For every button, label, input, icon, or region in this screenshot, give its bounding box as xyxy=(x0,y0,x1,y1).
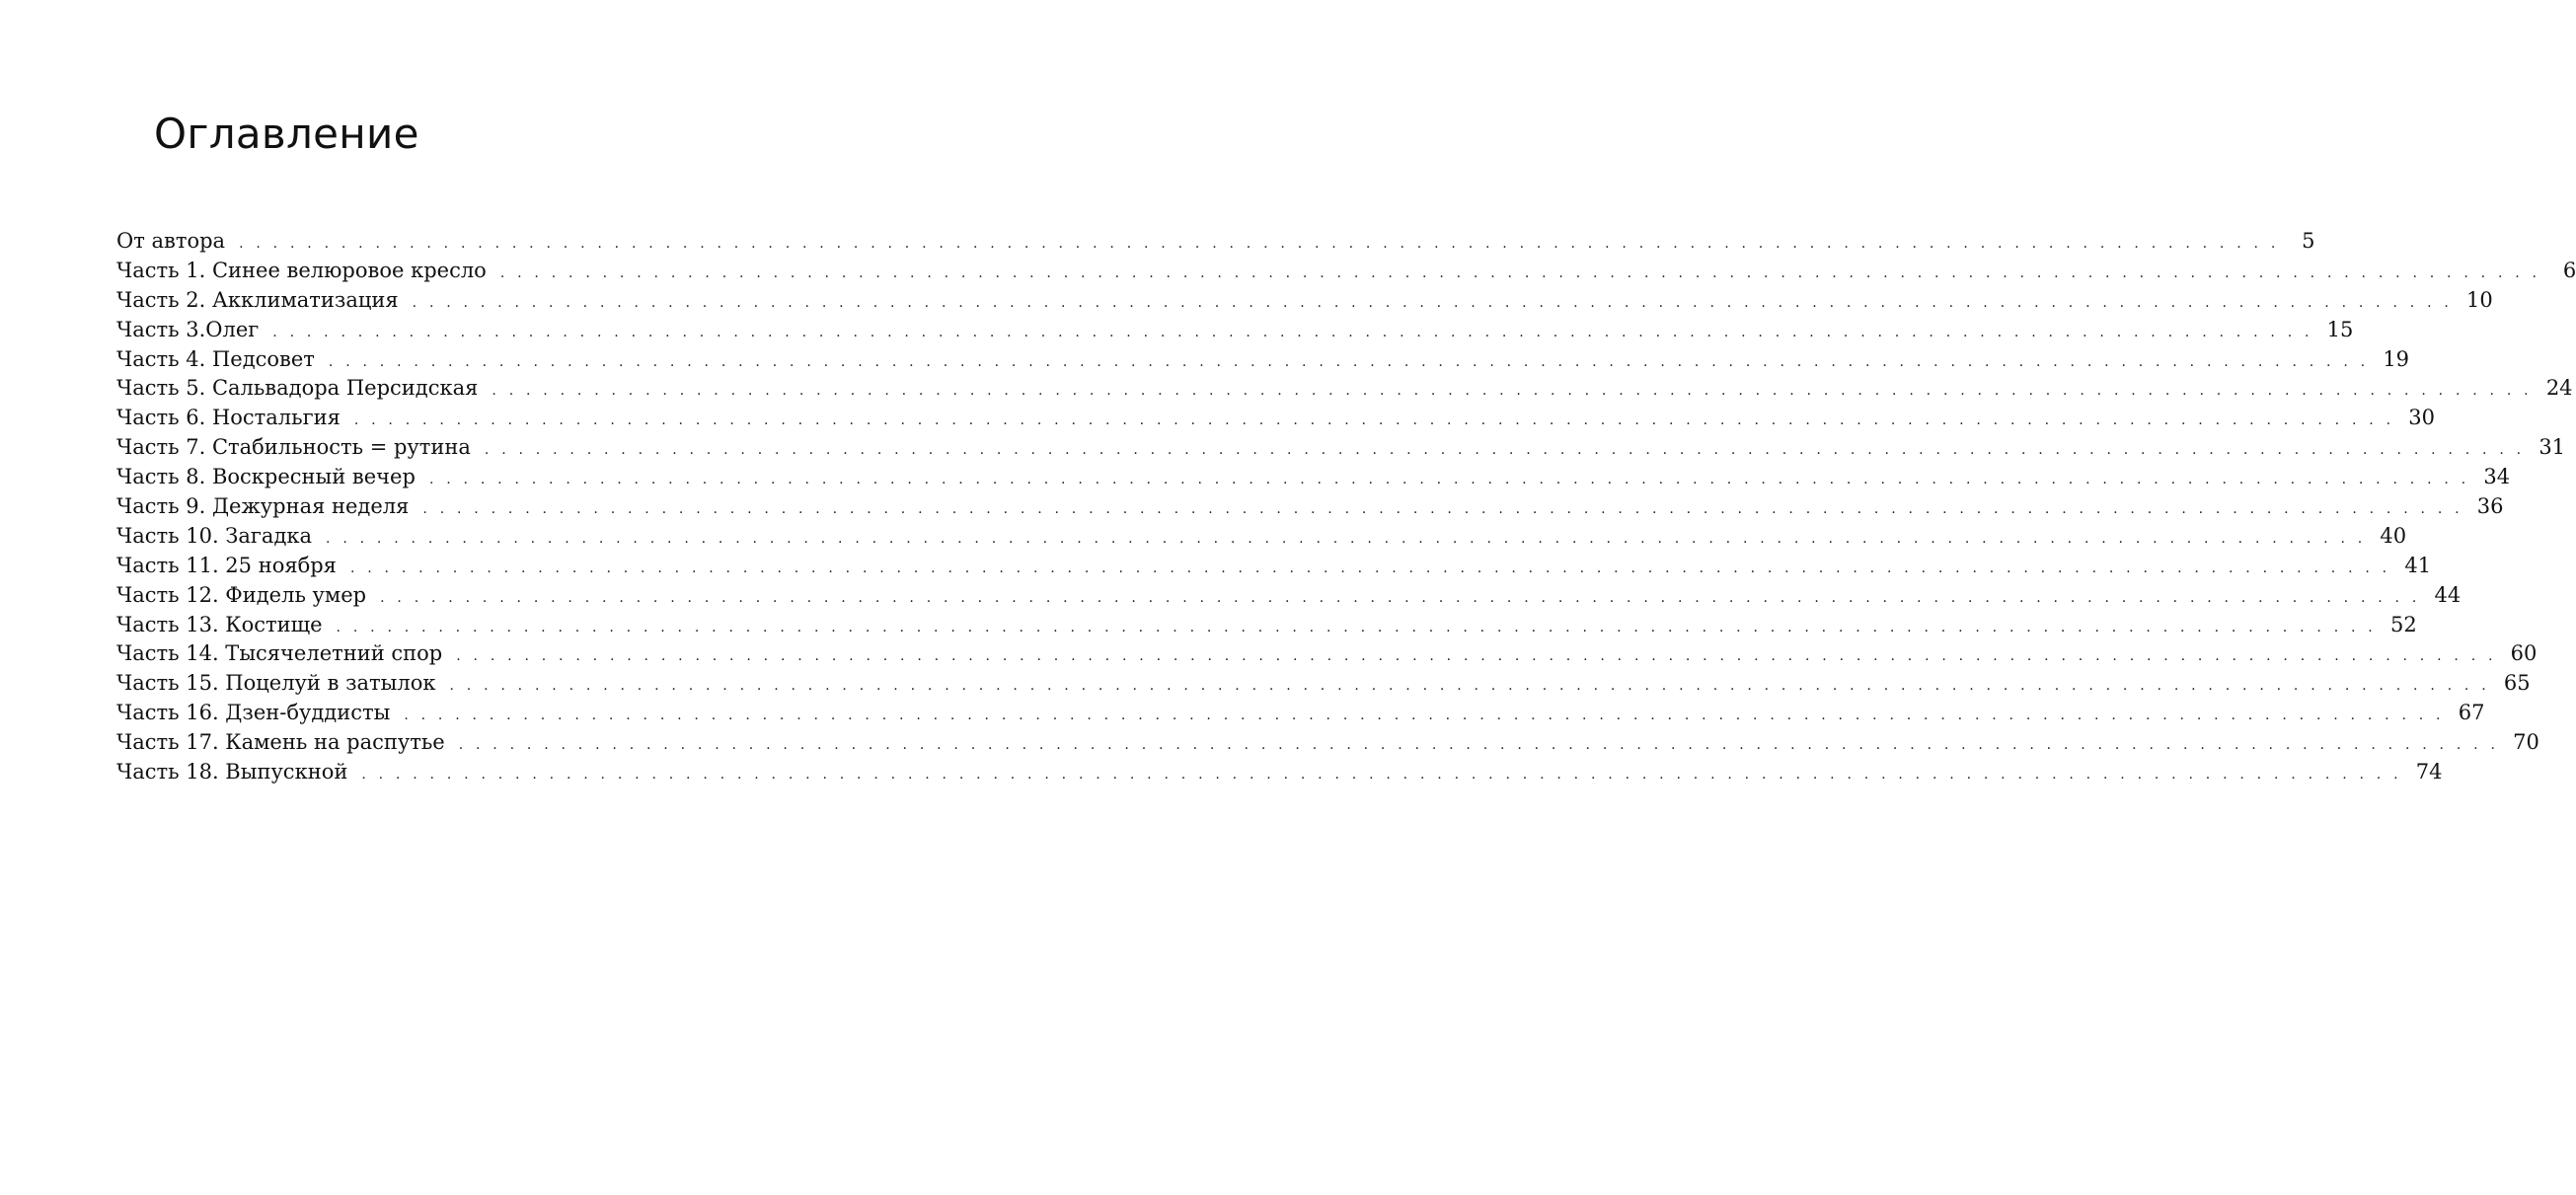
toc-entry-page-number: 41 xyxy=(2404,553,2432,577)
dot-leader: . . . . . . . . . . . . . . . . . . . . . . . . . . . . . . . . . . . . . . . . . . . . . . . . . . . . . . . . . . . . . . . . . . . . . . . . . . . . . . . . . . . . . . . . . . . . . . . . . . . . . . . . . . . . . . . . . . . . . . . . xyxy=(428,472,2470,488)
toc-entry[interactable] xyxy=(116,316,2354,345)
toc-entry[interactable] xyxy=(116,463,2511,492)
dot-leader: . . . . . . . . . . . . . . . . . . . . . . . . . . . . . . . . . . . . . . . . . . . . . . . . . . . . . . . . . . . . . . . . . . . . . . . . . . . . . . . . . . . . . . . . . . . . . . . . . . . . . . . . . . . . . . . . . . . . . . . . xyxy=(499,264,2541,281)
toc-entry-page-number: 24 xyxy=(2545,376,2573,401)
toc-entry[interactable] xyxy=(116,552,2432,581)
toc-entry-page-number: 40 xyxy=(2380,523,2407,548)
table-of-contents xyxy=(116,227,2576,787)
toc-entry-page-number: 36 xyxy=(2476,494,2504,519)
toc-entry[interactable] xyxy=(116,728,2539,758)
dot-leader: . . . . . . . . . . . . . . . . . . . . . . . . . . . . . . . . . . . . . . . . . . . . . . . . . . . . . . . . . . . . . . . . . . . . . . . . . . . . . . . . . . . . . . . . . . . . . . . . . . . . . . . . . . . . . . . . . . . . . . . . xyxy=(272,324,2313,340)
toc-entry-page-number: 34 xyxy=(2483,465,2511,489)
toc-entry-page-number: 74 xyxy=(2415,760,2443,784)
dot-leader: . . . . . . . . . . . . . . . . . . . . . . . . . . . . . . . . . . . . . . . . . . . . . . . . . . . . . . . . . . . . . . . . . . . . . . . . . . . . . . . . . . . . . . . . . . . . . . . . . . . . . . . . . . . . . . . . . . . . . . . . xyxy=(353,412,2395,429)
toc-entry-page-number: 10 xyxy=(2466,287,2493,312)
toc-entry-title: Часть 13. Костище xyxy=(116,612,323,636)
toc-entry-title: Часть 18. Выпускной xyxy=(116,760,348,784)
toc-entry-title: Часть 9. Дежурная неделя xyxy=(116,494,410,519)
toc-entry-page-number: 30 xyxy=(2408,406,2435,430)
toc-entry-title: Часть 7. Стабильность = рутина xyxy=(116,435,471,460)
toc-entry-title: Часть 10. Загадка xyxy=(116,523,313,548)
dot-leader: . . . . . . . . . . . . . . . . . . . . . . . . . . . . . . . . . . . . . . . . . . . . . . . . . . . . . . . . . . . . . . . . . . . . . . . . . . . . . . . . . . . . . . . . . . . . . . . . . . . . . . . . . . . . . . . . . . . . . . . . xyxy=(349,560,2391,576)
toc-entry-title: Часть 17. Камень на распутье xyxy=(116,730,445,755)
toc-entry[interactable] xyxy=(116,581,2462,611)
toc-entry[interactable] xyxy=(116,639,2538,669)
toc-entry-page-number: 31 xyxy=(2538,435,2566,460)
toc-entry-title: Часть 3.Олег xyxy=(116,317,260,341)
toc-entry-page-number: 5 xyxy=(2302,229,2315,253)
toc-entry-title: Часть 15. Поцелуй в затылок xyxy=(116,671,436,696)
toc-entry[interactable] xyxy=(116,433,2566,463)
dot-leader: . . . . . . . . . . . . . . . . . . . . . . . . . . . . . . . . . . . . . . . . . . . . . . . . . . . . . . . . . . . . . . . . . . . . . . . . . . . . . . . . . . . . . . . . . . . . . . . . . . . . . . . . . . . . . . . . . . . . . . . . xyxy=(449,678,2490,695)
dot-leader: . . . . . . . . . . . . . . . . . . . . . . . . . . . . . . . . . . . . . . . . . . . . . . . . . . . . . . . . . . . . . . . . . . . . . . . . . . . . . . . . . . . . . . . . . . . . . . . . . . . . . . . . . . . . . . . . . . . . . . . . xyxy=(484,442,2526,459)
toc-entry-title: Часть 11. 25 ноября xyxy=(116,553,337,577)
toc-entry-page-number: 44 xyxy=(2434,582,2462,607)
toc-entry[interactable] xyxy=(116,669,2531,699)
toc-entry[interactable] xyxy=(116,699,2485,728)
dot-leader: . . . . . . . . . . . . . . . . . . . . . . . . . . . . . . . . . . . . . . . . . . . . . . . . . . . . . . . . . . . . . . . . . . . . . . . . . . . . . . . . . . . . . . . . . . . . . . . . . . . . . . . . . . . . . . . . . . . . . . . . xyxy=(404,708,2445,724)
toc-entry[interactable] xyxy=(116,492,2504,522)
dot-leader: . . . . . . . . . . . . . . . . . . . . . . . . . . . . . . . . . . . . . . . . . . . . . . . . . . . . . . . . . . . . . . . . . . . . . . . . . . . . . . . . . . . . . . . . . . . . . . . . . . . . . . . . . . . . . . . . . . . . . . . . xyxy=(361,767,2402,784)
toc-entry-page-number: 70 xyxy=(2513,730,2539,755)
toc-entry-page-number: 6 xyxy=(2562,258,2576,282)
toc-entry-title: Часть 8. Воскресный вечер xyxy=(116,465,416,489)
toc-entry-title: Часть 6. Ностальгия xyxy=(116,406,341,430)
toc-entry-title: Часть 14. Тысячелетний спор xyxy=(116,641,443,666)
toc-entry[interactable] xyxy=(116,227,2315,257)
dot-leader: . . . . . . . . . . . . . . . . . . . . . . . . . . . . . . . . . . . . . . . . . . . . . . . . . . . . . . . . . . . . . . . . . . . . . . . . . . . . . . . . . . . . . . . . . . . . . . . . . . . . . . . . . . . . . . . . . . . . . . . . xyxy=(380,589,2421,606)
toc-entry[interactable] xyxy=(116,611,2417,640)
dot-leader: . . . . . . . . . . . . . . . . . . . . . . . . . . . . . . . . . . . . . . . . . . . . . . . . . . . . . . . . . . . . . . . . . . . . . . . . . . . . . . . . . . . . . . . . . . . . . . . . . . . . . . . . . . . . . . . . . . . . . . . . xyxy=(492,383,2533,400)
toc-entry-title: Часть 2. Акклиматизация xyxy=(116,287,399,312)
toc-entry[interactable] xyxy=(116,522,2407,552)
toc-entry-title: Часть 5. Сальвадора Персидская xyxy=(116,376,479,401)
toc-entry[interactable] xyxy=(116,374,2573,404)
dot-leader: . . . . . . . . . . . . . . . . . . . . . . . . . . . . . . . . . . . . . . . . . . . . . . . . . . . . . . . . . . . . . . . . . . . . . . . . . . . . . . . . . . . . . . . . . . . . . . . . . . . . . . . . . . . . . . . . . . . . . . . . xyxy=(239,236,2280,252)
toc-entry-page-number: 52 xyxy=(2389,612,2417,636)
toc-entry[interactable] xyxy=(116,404,2435,433)
dot-leader: . . . . . . . . . . . . . . . . . . . . . . . . . . . . . . . . . . . . . . . . . . . . . . . . . . . . . . . . . . . . . . . . . . . . . . . . . . . . . . . . . . . . . . . . . . . . . . . . . . . . . . . . . . . . . . . . . . . . . . . . xyxy=(328,353,2370,370)
toc-entry[interactable] xyxy=(116,345,2410,375)
toc-entry-page-number: 15 xyxy=(2326,317,2354,341)
dot-leader: . . . . . . . . . . . . . . . . . . . . . . . . . . . . . . . . . . . . . . . . . . . . . . . . . . . . . . . . . . . . . . . . . . . . . . . . . . . . . . . . . . . . . . . . . . . . . . . . . . . . . . . . . . . . . . . . . . . . . . . . xyxy=(422,501,2463,518)
toc-entry-page-number: 19 xyxy=(2383,346,2410,371)
toc-entry-page-number: 65 xyxy=(2503,671,2531,696)
dot-leader: . . . . . . . . . . . . . . . . . . . . . . . . . . . . . . . . . . . . . . . . . . . . . . . . . . . . . . . . . . . . . . . . . . . . . . . . . . . . . . . . . . . . . . . . . . . . . . . . . . . . . . . . . . . . . . . . . . . . . . . . xyxy=(456,648,2497,665)
dot-leader: . . . . . . . . . . . . . . . . . . . . . . . . . . . . . . . . . . . . . . . . . . . . . . . . . . . . . . . . . . . . . . . . . . . . . . . . . . . . . . . . . . . . . . . . . . . . . . . . . . . . . . . . . . . . . . . . . . . . . . . . xyxy=(326,530,2367,547)
dot-leader: . . . . . . . . . . . . . . . . . . . . . . . . . . . . . . . . . . . . . . . . . . . . . . . . . . . . . . . . . . . . . . . . . . . . . . . . . . . . . . . . . . . . . . . . . . . . . . . . . . . . . . . . . . . . . . . . . . . . . . . . xyxy=(412,294,2454,311)
toc-entry-title: Часть 16. Дзен-буддисты xyxy=(116,701,391,725)
toc-entry-title: От автора xyxy=(116,229,226,253)
dot-leader: . . . . . . . . . . . . . . . . . . . . . . . . . . . . . . . . . . . . . . . . . . . . . . . . . . . . . . . . . . . . . . . . . . . . . . . . . . . . . . . . . . . . . . . . . . . . . . . . . . . . . . . . . . . . . . . . . . . . . . . . xyxy=(336,619,2377,635)
toc-entry-page-number: 60 xyxy=(2510,641,2538,666)
toc-entry-title: Часть 4. Педсовет xyxy=(116,346,315,371)
toc-entry[interactable] xyxy=(116,257,2576,286)
toc-entry-page-number: 67 xyxy=(2458,701,2485,725)
page-title: Оглавление xyxy=(154,110,419,158)
toc-entry[interactable] xyxy=(116,286,2493,316)
toc-entry[interactable] xyxy=(116,758,2443,787)
toc-entry-title: Часть 1. Синее велюровое кресло xyxy=(116,258,487,282)
toc-entry-title: Часть 12. Фидель умер xyxy=(116,582,367,607)
dot-leader: . . . . . . . . . . . . . . . . . . . . . . . . . . . . . . . . . . . . . . . . . . . . . . . . . . . . . . . . . . . . . . . . . . . . . . . . . . . . . . . . . . . . . . . . . . . . . . . . . . . . . . . . . . . . . . . . . . . . . . . . xyxy=(458,737,2500,754)
